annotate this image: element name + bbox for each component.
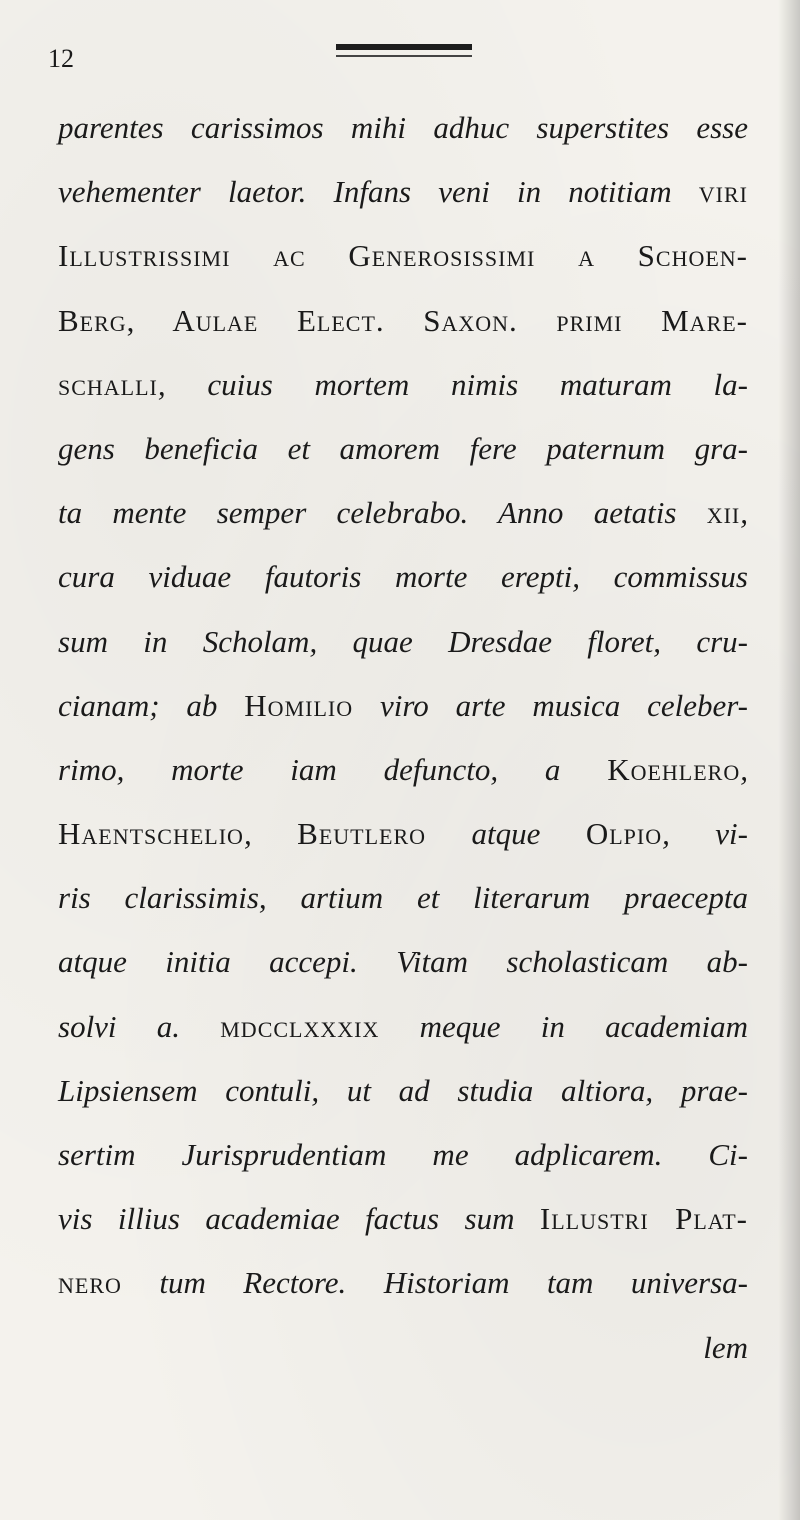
text-line [58, 545, 748, 609]
text-line [58, 1316, 748, 1380]
italic-segment: vis illius academiae factus sum [58, 1201, 540, 1237]
small-caps-segment: xii [706, 495, 741, 531]
text-line [58, 1123, 748, 1187]
italic-segment: , [740, 751, 748, 787]
text-line [58, 610, 748, 674]
text-line [58, 96, 748, 160]
italic-segment: atque [426, 816, 586, 852]
italic-segment: atque initia accepi. Vitam scholasticam ab- [58, 944, 748, 980]
text-line [58, 674, 748, 738]
header-rule-thin [336, 55, 472, 57]
body-text [58, 96, 748, 1380]
small-caps-segment: nero [58, 1265, 122, 1301]
italic-segment: viro arte musica celeber- [353, 687, 748, 723]
small-caps-segment: mdcclxxxix [220, 1008, 380, 1044]
small-caps-segment: schalli [58, 366, 158, 402]
text-line [58, 995, 748, 1059]
italic-segment: , cuius mortem nimis maturam la- [157, 366, 748, 402]
italic-segment: Lipsiensem contuli, ut ad studia altiora, prae- [58, 1072, 748, 1108]
text-line [58, 1251, 748, 1315]
text-line [58, 1059, 748, 1123]
italic-segment: rimo, morte iam defuncto, a [58, 751, 608, 787]
italic-segment: solvi a. [58, 1008, 221, 1044]
small-caps-segment: Koehlero [607, 751, 741, 787]
italic-segment: lem [703, 1329, 748, 1365]
text-line [58, 930, 748, 994]
small-caps-segment: Homilio [244, 687, 354, 723]
page-edge-shadow [778, 0, 800, 1520]
text-line [58, 802, 748, 866]
text-line [58, 481, 748, 545]
text-line [58, 353, 748, 417]
small-caps-segment: viri [698, 174, 748, 210]
text-line [58, 224, 748, 288]
italic-segment: cura viduae fautoris morte erepti, commissus [58, 559, 748, 595]
italic-segment: , [243, 816, 298, 852]
italic-segment: , vi- [662, 816, 748, 852]
text-line [58, 866, 748, 930]
small-caps-segment: Berg, Aulae Elect. Saxon. primi Mare- [58, 302, 748, 338]
italic-segment: meque in academiam [379, 1008, 748, 1044]
text-line [58, 738, 748, 802]
italic-segment: , [740, 495, 748, 531]
small-caps-segment: Illustri Plat- [539, 1201, 748, 1237]
italic-segment: vehementer laetor. Infans veni in notitiam [58, 174, 699, 210]
italic-segment: cianam; ab [58, 687, 245, 723]
italic-segment: gens beneficia et amorem fere paternum gra- [58, 430, 748, 466]
italic-segment: sertim Jurisprudentiam me adplicarem. Ci- [58, 1137, 748, 1172]
small-caps-segment: Illustrissimi ac Generosissimi a Schoen- [58, 238, 748, 274]
small-caps-segment: Beutlero [297, 816, 427, 852]
text-line [58, 417, 748, 481]
italic-segment: sum in Scholam, quae Dresdae floret, cru- [58, 623, 748, 659]
page-number: 12 [48, 44, 74, 73]
italic-segment: tum Rectore. Historiam tam universa- [121, 1265, 748, 1301]
text-line [58, 160, 748, 224]
small-caps-segment: Olpio [585, 816, 663, 852]
italic-segment: parentes carissimos mihi adhuc superstites esse [58, 110, 748, 145]
italic-segment: ta mente semper celebrabo. Anno aetatis [58, 495, 707, 531]
italic-segment: ris clarissimis, artium et literarum praecepta [58, 880, 748, 916]
text-line [58, 289, 748, 353]
small-caps-segment: Haentschelio [58, 816, 244, 852]
header-rule [336, 44, 472, 50]
text-line [58, 1187, 748, 1251]
